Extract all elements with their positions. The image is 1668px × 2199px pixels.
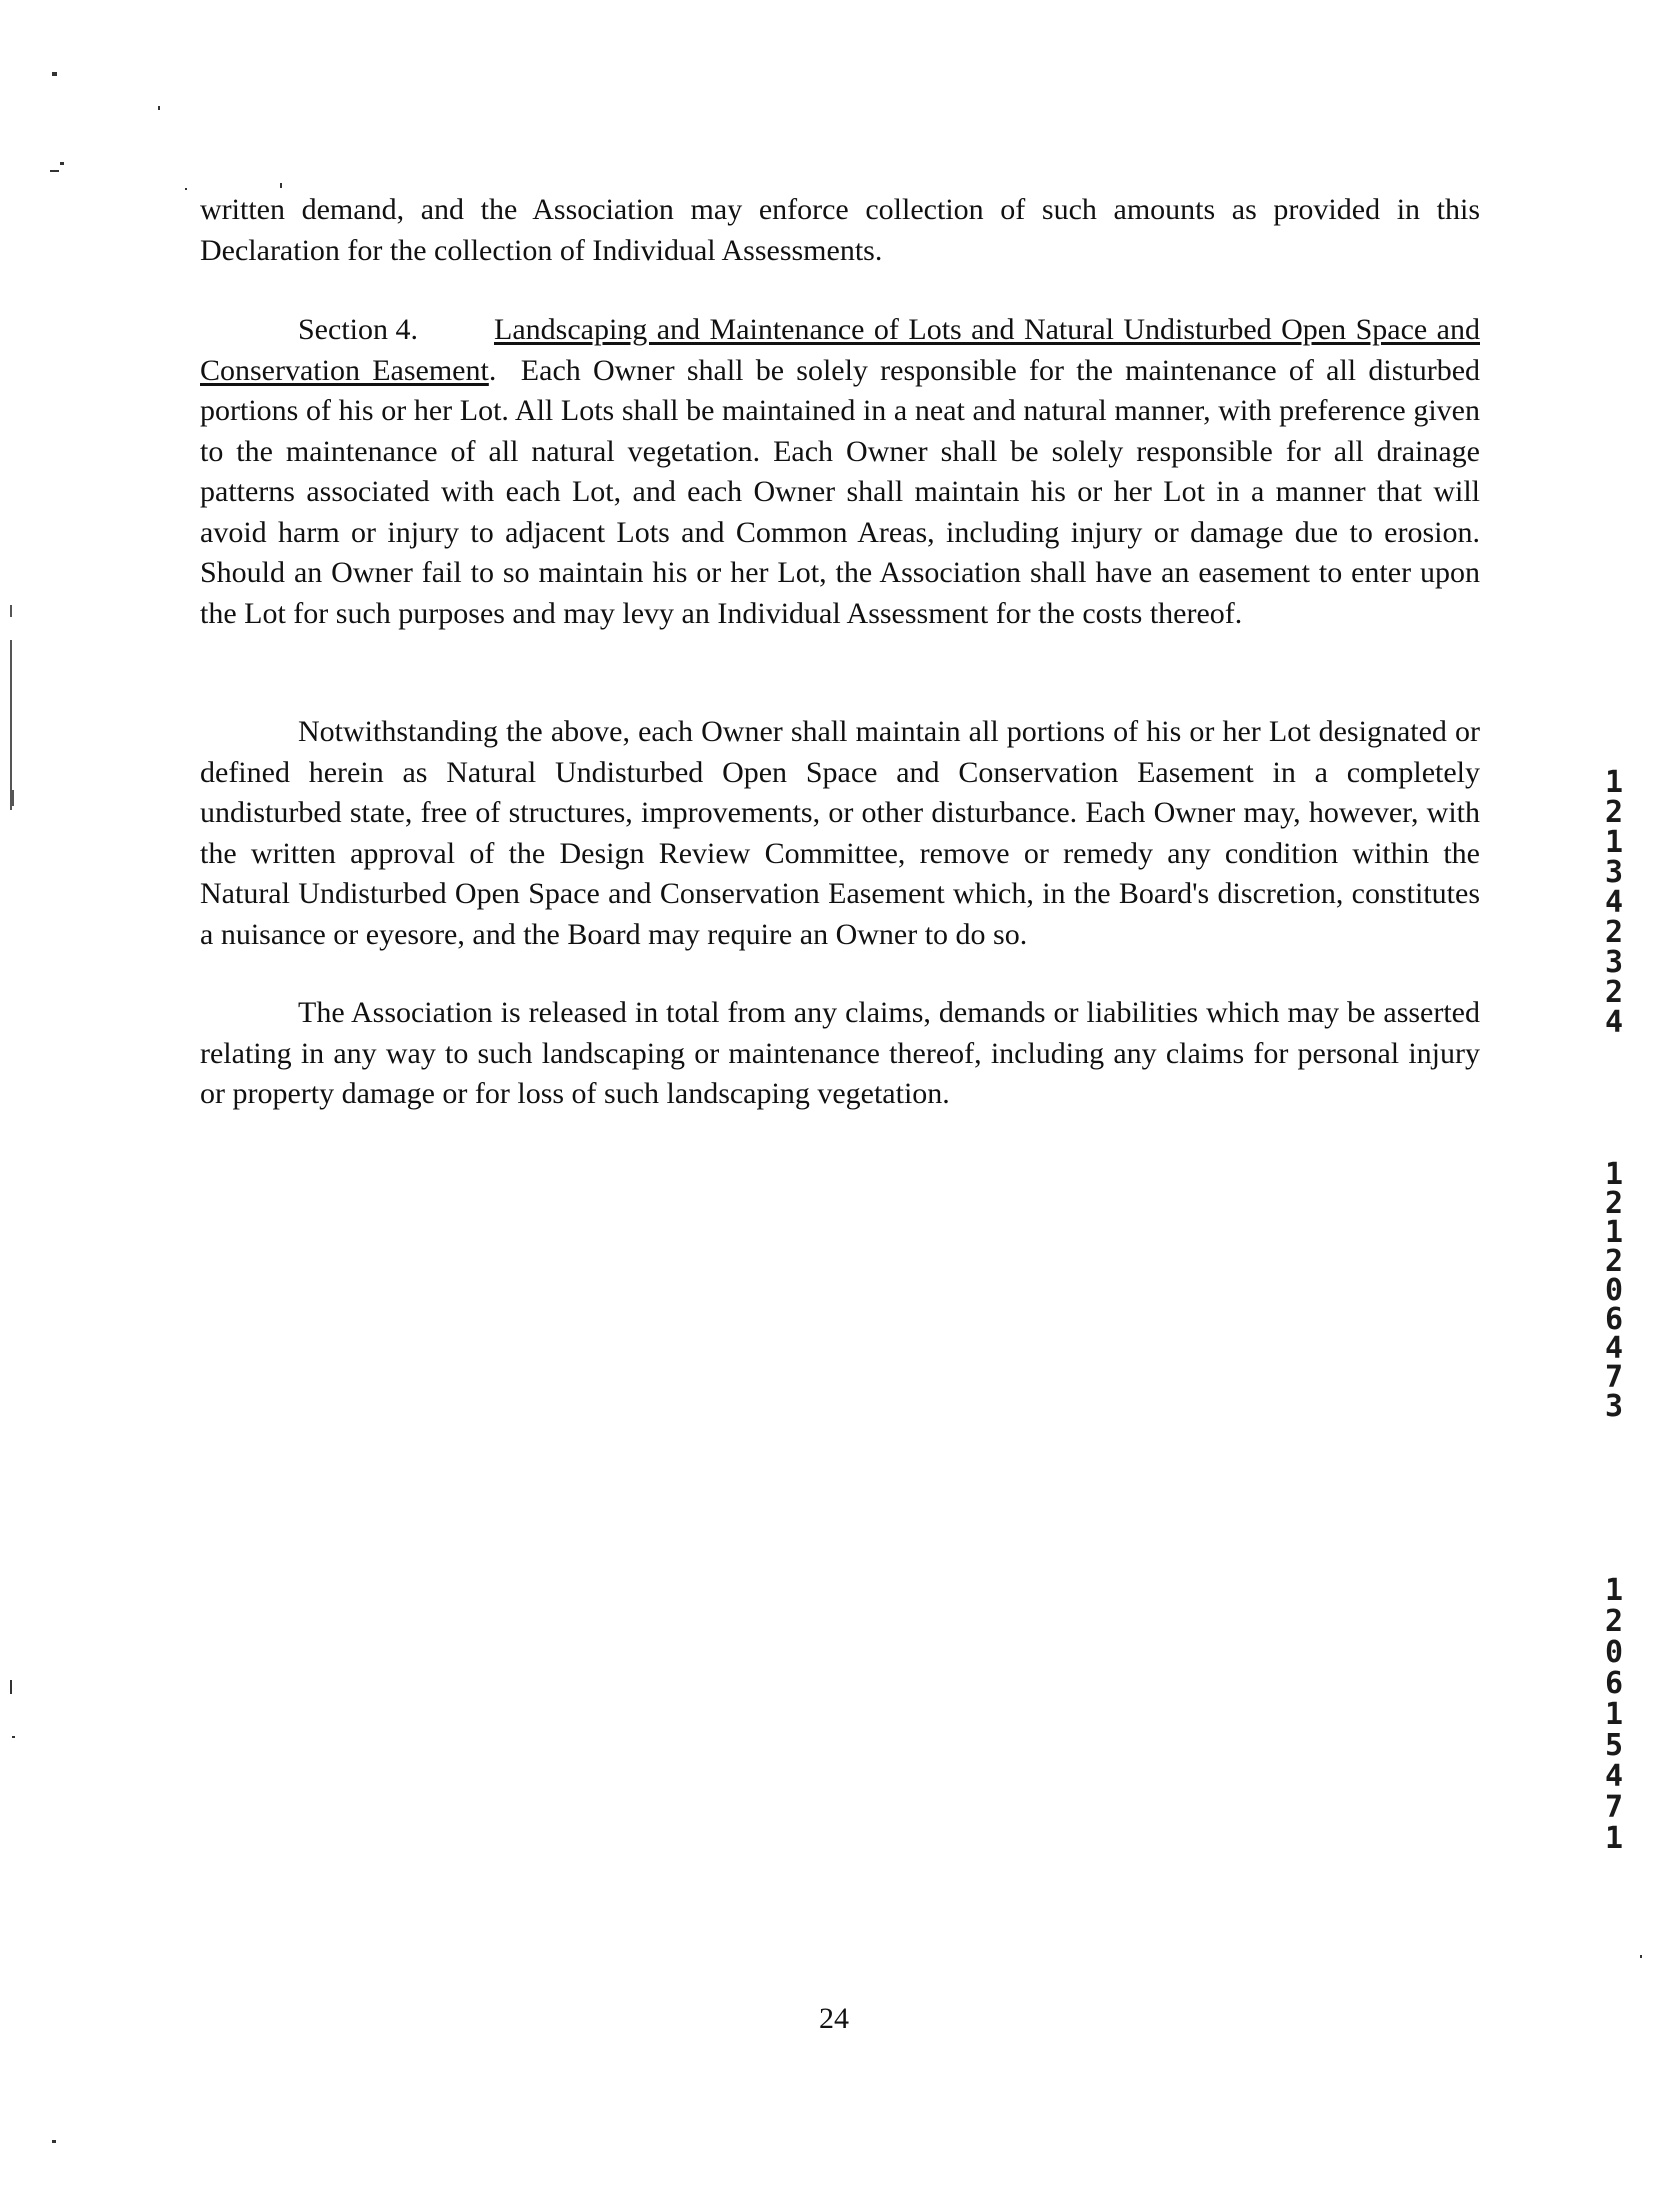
continuation-paragraph: written demand, and the Association may enforce collection of such amounts as provided in this Declaration for the collection of Individual Assessments. bbox=[200, 193, 1480, 267]
section-4-paragraph bbox=[200, 310, 1480, 634]
scan-mark bbox=[10, 605, 12, 617]
section-label: Section 4. bbox=[298, 313, 418, 346]
section-heading-punctuation: . bbox=[488, 353, 497, 387]
section-body: Each Owner shall be solely responsible for the maintenance of all disturbed portions of his or her Lot. All Lots shall be maintained in a neat and natural manner, with preference given to the maintenance of all natural vegetation. Each Owner shall be solely responsible for all drainage patterns associated with each Lot, and each Owner shall maintain his or her Lot in a manner that will avoid harm or injury to adjacent Lots and Common Areas, including injury or damage due to erosion. Should an Owner fail to so maintain his or her Lot, the Association shall have an easement to enter upon the Lot for such purposes and may levy an Individual Assessment for the costs thereof. bbox=[200, 353, 1481, 630]
scan-speck bbox=[12, 1736, 15, 1738]
scan-mark bbox=[12, 790, 14, 806]
scan-speck bbox=[60, 162, 64, 165]
scan-speck bbox=[158, 106, 160, 110]
scan-speck bbox=[52, 2140, 56, 2143]
release-paragraph: The Association is released in total from any claims, demands or liabilities which may be asserted relating in any way to such landscaping or maintenance thereof, including any claims for personal injury or property damage or for loss of such landscaping vegetation. bbox=[200, 996, 1480, 1110]
margin-recording-stamp-middle: 121206473 bbox=[1604, 1157, 1624, 1424]
section-heading: Landscaping and Maintenance of Lots and Natural Undisturbed Open Space and Conservation Easement bbox=[200, 313, 1480, 387]
scan-speck bbox=[1640, 1955, 1642, 1958]
scan-speck bbox=[10, 1680, 12, 1694]
scan-speck bbox=[280, 183, 282, 188]
scan-speck bbox=[185, 188, 187, 190]
scan-mark bbox=[10, 640, 12, 810]
notwithstanding-paragraph: Notwithstanding the above, each Owner shall maintain all portions of his or her Lot designated or defined herein as Natural Undisturbed Open Space and Conservation Easement in a completely undisturbed state, free of structures, improvements, or other disturbance. Each Owner may, however, with the written approval of the Design Review Committee, remove or remedy any condition within the Natural Undisturbed Open Space and Conservation Easement which, in the Board's discretion, constitutes a nuisance or eyesore, and the Board may require an Owner to do so. bbox=[200, 715, 1480, 951]
page-number: 24 bbox=[819, 2002, 849, 2035]
margin-recording-stamp-upper: 12134 2324 bbox=[1604, 765, 1624, 1040]
scan-speck bbox=[50, 170, 59, 172]
margin-recording-stamp-lower: 12061547 1 bbox=[1604, 1573, 1624, 1856]
scan-speck bbox=[52, 72, 57, 76]
